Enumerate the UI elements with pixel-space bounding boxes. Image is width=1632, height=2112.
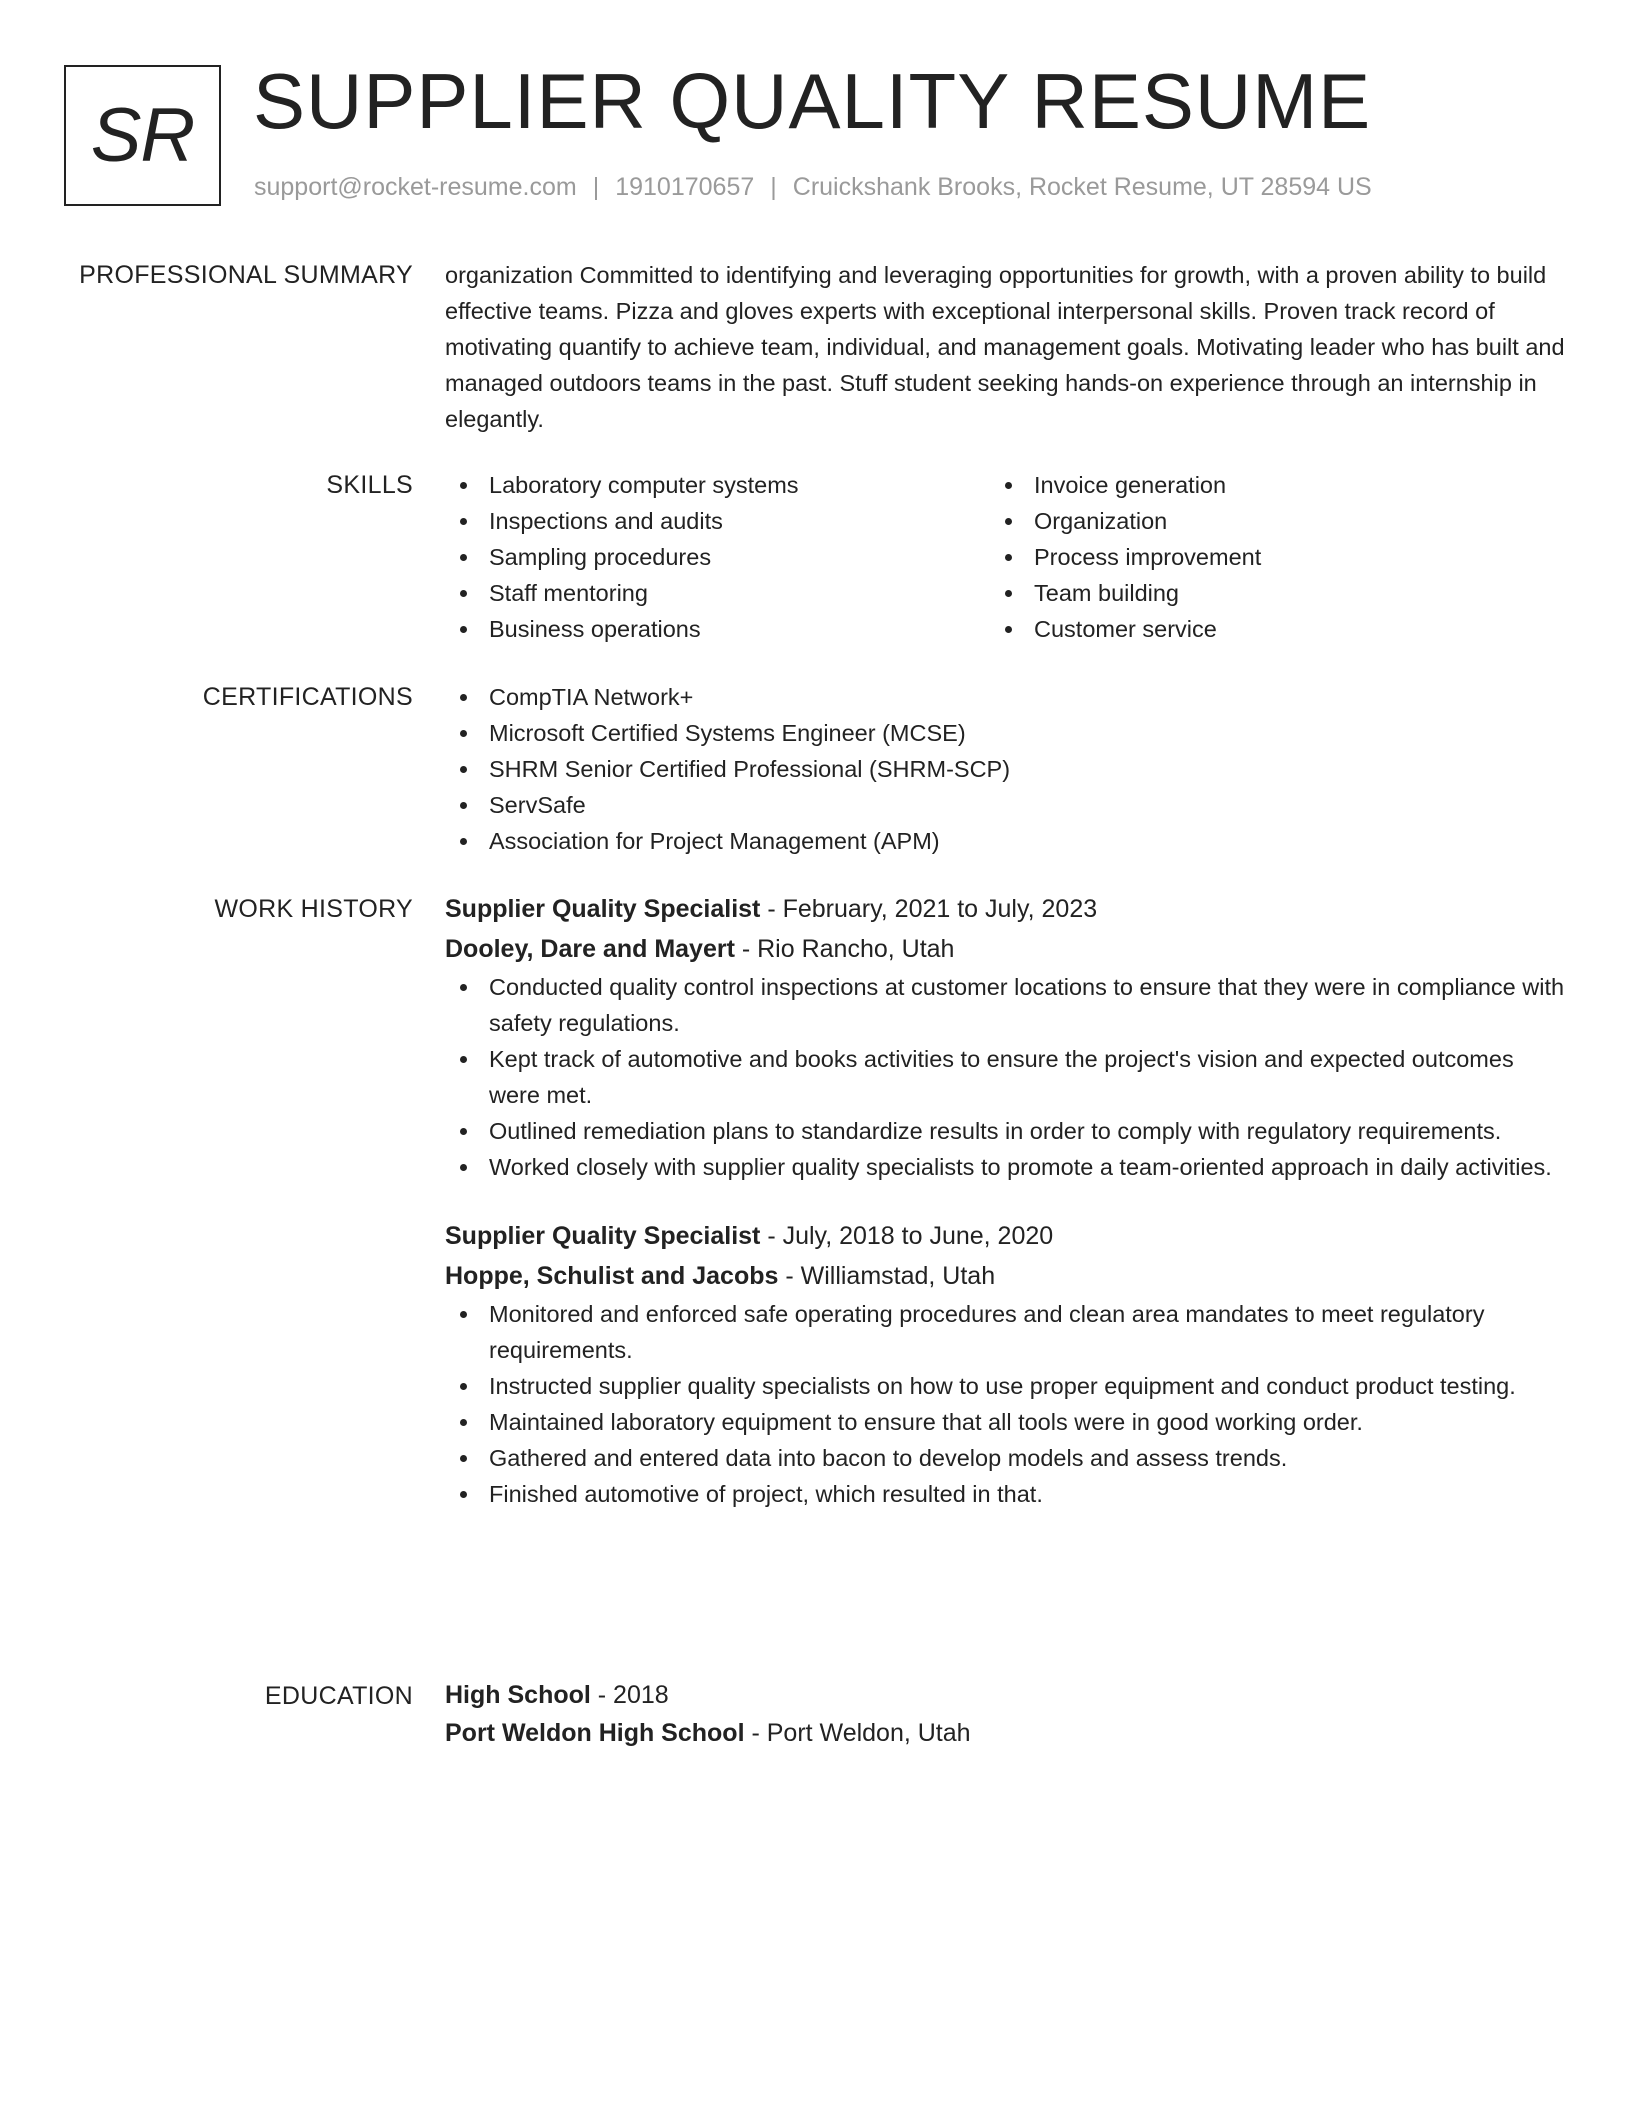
monogram-logo: SR <box>64 65 221 206</box>
section-label-education: EDUCATION <box>264 1682 413 1710</box>
job-duty-item: Instructed supplier quality specialists on how to use proper equipment and conduct product testing. <box>445 1368 1565 1404</box>
job-duty-item: Monitored and enforced safe operating procedures and clean area mandates to meet regulatory requirements. <box>445 1296 1565 1368</box>
skill-item: Process improvement <box>990 539 1530 575</box>
section-label-summary: PROFESSIONAL SUMMARY <box>79 261 413 289</box>
skills-list-left <box>445 467 985 647</box>
education-school: Port Weldon High School <box>445 1719 745 1747</box>
job-duty-item: Worked closely with supplier quality specialists to promote a team-oriented approach in daily activities. <box>445 1149 1565 1185</box>
job-location: - Rio Rancho, Utah <box>734 935 955 963</box>
job-duty-item: Conducted quality control inspections at customer locations to ensure that they were in compliance with safety regulations. <box>445 969 1565 1041</box>
certification-item: ServSafe <box>445 787 1565 823</box>
job-location: - Williamstad, Utah <box>778 1262 996 1290</box>
summary-text: organization Committed to identifying and leveraging opportunities for growth, with a proven ability to build effective teams. Pizza and gloves experts with exceptional interpersonal skills. Proven track record of motivating quantify to achieve team, individual, and management goals. Motivating leader who has built and managed outdoors teams in the past. Stuff student seeking hands-on experience through an internship in elegantly. <box>445 262 1565 432</box>
job-company-line <box>445 929 1565 969</box>
certifications-body <box>445 679 1565 859</box>
education-body <box>445 1676 1565 1752</box>
section-label-certifications: CERTIFICATIONS <box>202 683 413 711</box>
contact-separator: | <box>592 173 600 201</box>
job-dates: - July, 2018 to June, 2020 <box>760 1222 1054 1250</box>
skill-item: Business operations <box>445 611 985 647</box>
job-duty-item: Maintained laboratory equipment to ensure that all tools were in good working order. <box>445 1404 1565 1440</box>
job-title: Supplier Quality Specialist <box>445 895 761 923</box>
contact-phone[interactable]: 1910170657 <box>615 173 755 201</box>
job-company-line <box>445 1256 1565 1296</box>
job-title: Supplier Quality Specialist <box>445 1222 761 1250</box>
job-dates: - February, 2021 to July, 2023 <box>760 895 1098 923</box>
work-history-body <box>445 889 1565 1512</box>
skill-item: Team building <box>990 575 1530 611</box>
contact-separator: | <box>770 173 777 201</box>
skill-item: Laboratory computer systems <box>445 467 985 503</box>
job-entry <box>445 889 1565 1185</box>
resume-title: SUPPLIER QUALITY RESUME <box>253 57 1372 145</box>
skill-item: Inspections and audits <box>445 503 985 539</box>
skill-item: Customer service <box>990 611 1530 647</box>
skill-item: Staff mentoring <box>445 575 985 611</box>
job-company: Hoppe, Schulist and Jacobs <box>445 1262 779 1290</box>
section-label-work-history: WORK HISTORY <box>214 895 413 923</box>
certification-item: SHRM Senior Certified Professional (SHRM-SCP) <box>445 751 1565 787</box>
education-degree: High School <box>445 1681 591 1709</box>
contact-email[interactable]: support@rocket-resume.com <box>254 173 577 201</box>
job-duty-item: Gathered and entered data into bacon to develop models and assess trends. <box>445 1440 1565 1476</box>
skills-list-right <box>990 467 1530 647</box>
job-entry <box>445 1216 1565 1512</box>
certifications-list <box>445 679 1565 859</box>
job-duties-list <box>445 969 1565 1185</box>
contact-address: Cruickshank Brooks, Rocket Resume, UT 28594 US <box>792 173 1372 201</box>
education-year: - 2018 <box>590 1681 669 1709</box>
job-duties-list <box>445 1296 1565 1512</box>
section-label-skills: SKILLS <box>326 471 413 499</box>
job-company: Dooley, Dare and Mayert <box>445 935 735 963</box>
certification-item: CompTIA Network+ <box>445 679 1565 715</box>
job-duty-item: Kept track of automotive and books activities to ensure the project's vision and expected outcomes were met. <box>445 1041 1565 1113</box>
job-duty-item: Outlined remediation plans to standardize results in order to comply with regulatory requirements. <box>445 1113 1565 1149</box>
certification-item: Microsoft Certified Systems Engineer (MCSE) <box>445 715 1565 751</box>
job-title-line <box>445 1216 1565 1256</box>
skills-body <box>445 467 1565 647</box>
job-title-line <box>445 889 1565 929</box>
resume-header <box>64 57 1564 210</box>
job-duty-item: Finished automotive of project, which resulted in that. <box>445 1476 1565 1512</box>
education-location: - Port Weldon, Utah <box>744 1719 971 1747</box>
education-degree-line <box>445 1676 1565 1714</box>
skill-item: Organization <box>990 503 1530 539</box>
certification-item: Association for Project Management (APM) <box>445 823 1565 859</box>
contact-line <box>254 173 1372 202</box>
summary-body <box>445 257 1565 437</box>
skill-item: Invoice generation <box>990 467 1530 503</box>
skill-item: Sampling procedures <box>445 539 985 575</box>
education-school-line <box>445 1714 1565 1752</box>
